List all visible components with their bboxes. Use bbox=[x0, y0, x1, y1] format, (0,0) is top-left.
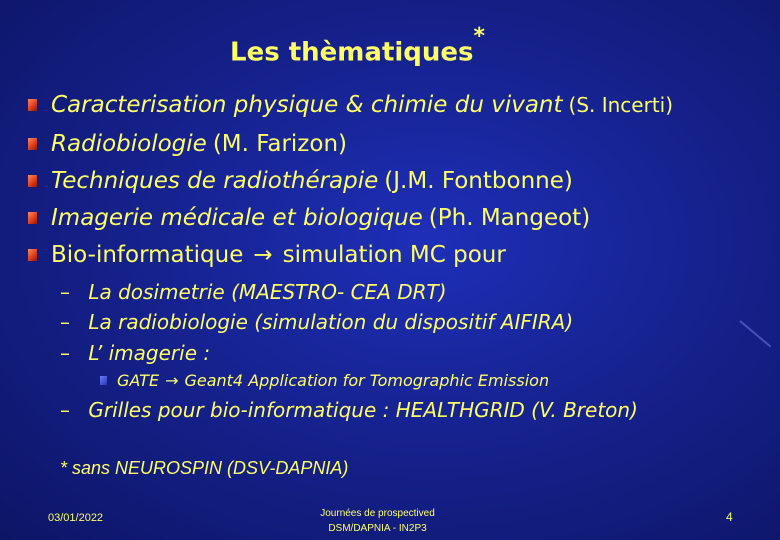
bullet-item bbox=[28, 242, 506, 268]
bullet-author: (Ph. Mangeot) bbox=[428, 205, 591, 231]
bullet-item bbox=[28, 168, 573, 194]
arrow-right-icon: → bbox=[253, 242, 273, 268]
dash: – bbox=[60, 398, 70, 422]
bullet-item bbox=[28, 131, 347, 157]
bullet-author: (J.M. Fontbonne) bbox=[384, 168, 573, 194]
footer-center-line1: Journées de prospectived bbox=[320, 508, 435, 519]
arrow-right-icon: → bbox=[165, 371, 179, 390]
sub-item-text: La dosimetrie (MAESTRO- CEA DRT) bbox=[88, 280, 447, 304]
bullet-item bbox=[28, 205, 590, 231]
bullet-square-icon bbox=[28, 249, 37, 261]
sub-item-text: Grilles pour bio-informatique : HEALTHGRID (V. Breton) bbox=[88, 398, 638, 422]
title-text: Les thèmatiques bbox=[230, 37, 474, 68]
bullet-square-icon bbox=[28, 212, 37, 224]
bullet-text: simulation MC pour bbox=[282, 242, 506, 268]
page-number: 4 bbox=[726, 510, 733, 524]
title-asterisk: * bbox=[473, 24, 486, 49]
bullet-item bbox=[28, 92, 673, 118]
sub-item bbox=[60, 341, 210, 365]
sub-item-text: La radiobiologie (simulation du dispositif AIFIRA) bbox=[88, 310, 574, 334]
decorative-line bbox=[739, 320, 771, 347]
sub-sub-item bbox=[100, 371, 549, 390]
bullet-text: Radiobiologie bbox=[51, 131, 207, 157]
bullet-text: Caracterisation physique & chimie du vivant bbox=[51, 92, 563, 118]
sub-item bbox=[60, 310, 573, 334]
dash: – bbox=[60, 341, 70, 365]
footer-center bbox=[310, 506, 445, 536]
slide-title bbox=[230, 24, 486, 68]
footer-center-line2: DSM/DAPNIA - IN2P3 bbox=[328, 523, 427, 534]
bullet-author: (S. Incerti) bbox=[568, 93, 674, 117]
sub-sub-text: GATE bbox=[117, 371, 160, 390]
sub-item-text: L’ imagerie : bbox=[88, 341, 211, 365]
bullet-text: Imagerie médicale et biologique bbox=[51, 205, 423, 231]
bullet-square-icon bbox=[28, 138, 37, 150]
bullet-text: Bio-informatique bbox=[51, 242, 244, 268]
sub-sub-text: Geant4 Application for Tomographic Emission bbox=[184, 371, 550, 390]
footer-date: 03/01/2022 bbox=[48, 512, 104, 524]
footnote: * sans NEUROSPIN (DSV-DAPNIA) bbox=[60, 458, 349, 478]
bullet-square-icon bbox=[28, 99, 37, 111]
bullet-square-icon bbox=[28, 175, 37, 187]
sub-item bbox=[60, 280, 447, 304]
sub-item bbox=[60, 398, 638, 422]
dash: – bbox=[60, 310, 70, 334]
bullet-square-icon bbox=[100, 376, 107, 385]
bullet-author: (M. Farizon) bbox=[212, 131, 348, 157]
bullet-text: Techniques de radiothérapie bbox=[51, 168, 379, 194]
dash: – bbox=[60, 280, 70, 304]
